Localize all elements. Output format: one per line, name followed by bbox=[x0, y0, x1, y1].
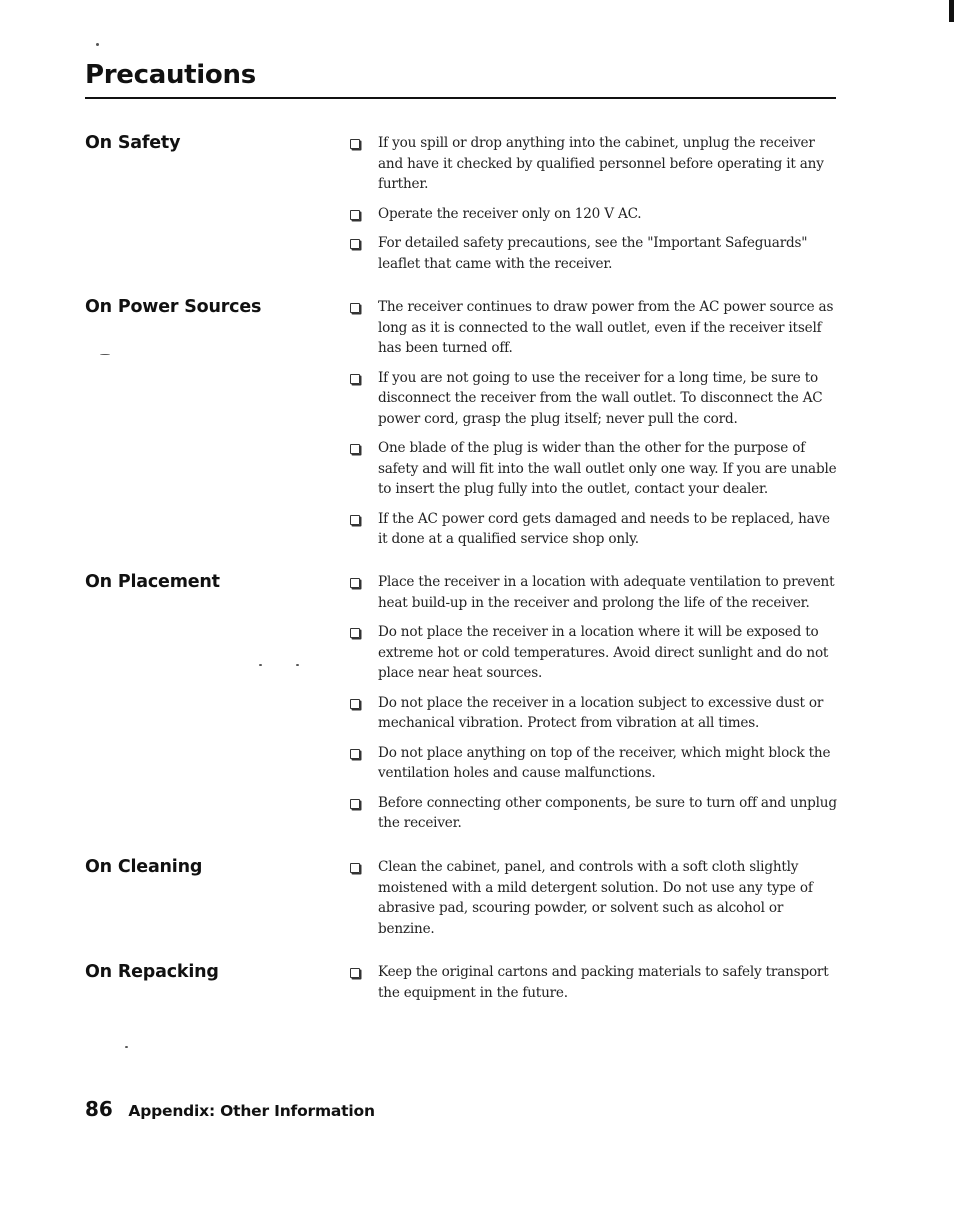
checkbox-bullet-icon bbox=[350, 303, 360, 313]
list-item bbox=[348, 793, 840, 834]
checkbox-bullet-icon bbox=[350, 799, 360, 809]
item-text: Clean the cabinet, panel, and controls with a soft cloth slightly moistened with a mild detergent solution. Do not use any type of abrasive pad, scouring powder, or solvent such as alcohol or benzine. bbox=[378, 859, 813, 937]
item-text: For detailed safety precautions, see the "Important Safeguards" leaflet that came with the receiver. bbox=[378, 235, 808, 272]
item-text: Do not place the receiver in a location subject to excessive dust or mechanical vibration. Protect from vibration at all times. bbox=[378, 694, 824, 731]
list-item bbox=[348, 297, 840, 359]
footer-label: Appendix: Other Information bbox=[128, 1102, 375, 1120]
item-text: Do not place anything on top of the receiver, which might block the ventilation holes and cause malfunctions. bbox=[378, 744, 831, 781]
list-item bbox=[348, 204, 840, 225]
item-text: Before connecting other components, be sure to turn off and unplug the receiver. bbox=[378, 794, 837, 831]
bullet-list bbox=[348, 133, 840, 274]
checkbox-bullet-icon bbox=[350, 515, 360, 525]
scan-speck bbox=[259, 664, 262, 666]
item-text: If you are not going to use the receiver for a long time, be sure to disconnect the receiver from the wall outlet. To disconnect the AC power cord, grasp the plug itself; never pull the cord. bbox=[378, 369, 823, 427]
bullet-list bbox=[348, 572, 840, 834]
scan-speck bbox=[96, 43, 99, 46]
list-item bbox=[348, 509, 840, 550]
item-text: If you spill or drop anything into the cabinet, unplug the receiver and have it checked by qualified personnel before operating it any further. bbox=[378, 135, 824, 192]
checkbox-bullet-icon bbox=[350, 863, 360, 873]
checkbox-bullet-icon bbox=[350, 210, 360, 220]
scan-speck bbox=[125, 1046, 128, 1048]
checkbox-bullet-icon bbox=[350, 578, 360, 588]
checkbox-bullet-icon bbox=[350, 239, 360, 249]
section-heading: On Cleaning bbox=[85, 857, 203, 877]
checkbox-bullet-icon bbox=[350, 374, 360, 384]
list-item bbox=[348, 743, 840, 784]
page-number: 86 bbox=[85, 1097, 113, 1121]
checkbox-bullet-icon bbox=[350, 628, 360, 638]
bullet-list bbox=[348, 297, 840, 550]
checkbox-bullet-icon bbox=[350, 699, 360, 709]
bullet-list bbox=[348, 962, 840, 1003]
list-item bbox=[348, 693, 840, 734]
checkbox-bullet-icon bbox=[350, 749, 360, 759]
list-item bbox=[348, 368, 840, 430]
list-item bbox=[348, 133, 840, 195]
list-item bbox=[348, 622, 840, 684]
checkbox-bullet-icon bbox=[350, 139, 360, 149]
page-edge-mark bbox=[949, 0, 954, 22]
list-item bbox=[348, 857, 840, 939]
list-item bbox=[348, 572, 840, 613]
checkbox-bullet-icon bbox=[350, 444, 360, 454]
item-text: Do not place the receiver in a location where it will be exposed to extreme hot or cold temperatures. Avoid direct sunlight and do not place near heat sources. bbox=[378, 624, 829, 681]
title-rule bbox=[85, 97, 836, 99]
section-heading: On Repacking bbox=[85, 962, 219, 982]
section-heading: On Safety bbox=[85, 133, 181, 153]
section-heading: On Placement bbox=[85, 572, 220, 592]
scan-speck bbox=[100, 354, 110, 355]
bullet-list bbox=[348, 857, 840, 939]
checkbox-bullet-icon bbox=[350, 968, 360, 978]
item-text: Operate the receiver only on 120 V AC. bbox=[378, 205, 642, 222]
section-heading: On Power Sources bbox=[85, 297, 262, 317]
item-text: Keep the original cartons and packing materials to safely transport the equipment in the future. bbox=[378, 964, 829, 1001]
item-text: If the AC power cord gets damaged and needs to be replaced, have it done at a qualified service shop only. bbox=[378, 510, 830, 547]
item-text: One blade of the plug is wider than the other for the purpose of safety and will fit into the wall outlet only one way. If you are unable to insert the plug fully into the outlet, contact your dealer. bbox=[378, 440, 837, 497]
scan-speck bbox=[296, 664, 299, 666]
list-item bbox=[348, 962, 840, 1003]
item-text: The receiver continues to draw power from the AC power source as long as it is connected to the wall outlet, even if the receiver itself has been turned off. bbox=[378, 299, 834, 356]
list-item bbox=[348, 438, 840, 500]
list-item bbox=[348, 233, 840, 274]
item-text: Place the receiver in a location with adequate ventilation to prevent heat build-up in the receiver and prolong the life of the receiver. bbox=[378, 574, 835, 611]
page-title: Precautions bbox=[85, 60, 256, 90]
page-footer bbox=[85, 1097, 375, 1121]
